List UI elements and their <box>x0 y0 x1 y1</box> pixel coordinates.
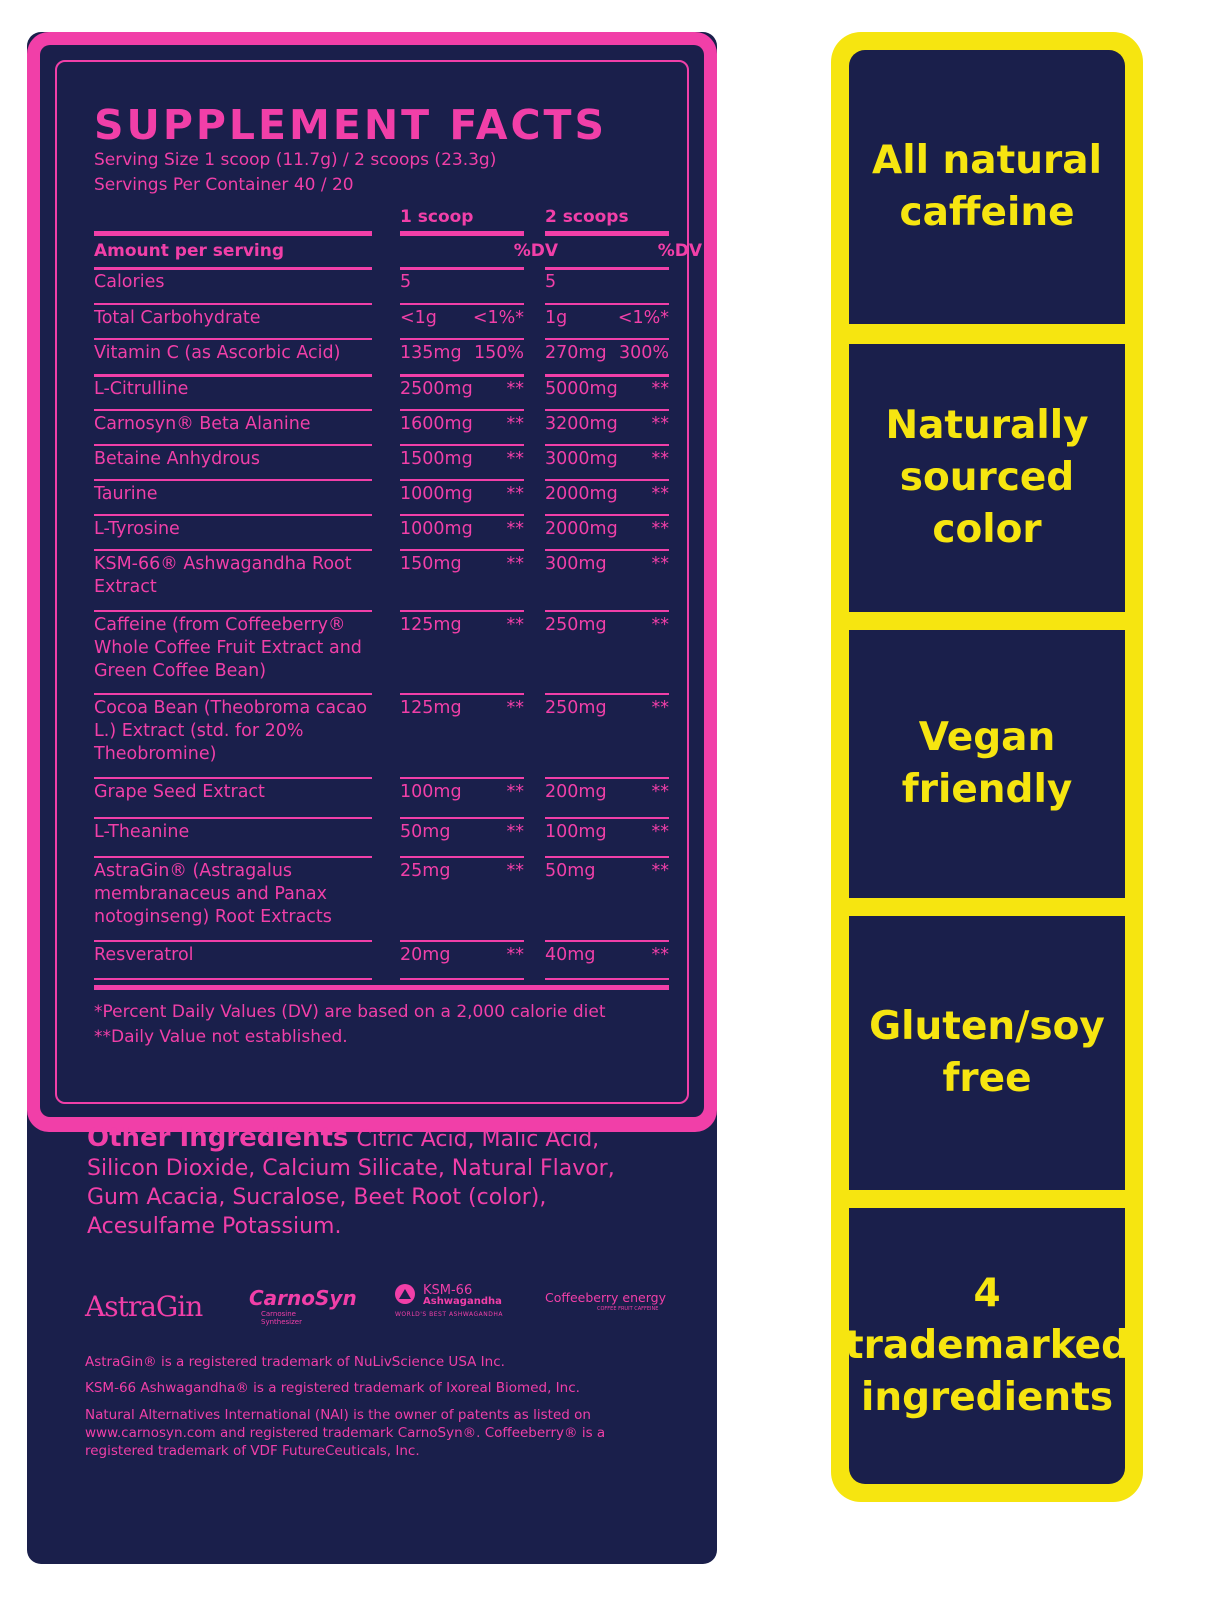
row-divider <box>94 817 372 819</box>
row-divider <box>400 479 524 481</box>
dv-2-scoops: ** <box>651 615 669 635</box>
nutrient-row <box>94 271 674 300</box>
dv-2-scoops: ** <box>651 519 669 539</box>
row-divider <box>545 777 669 779</box>
amount-2-scoops: 50mg <box>545 861 596 881</box>
dv-2-scoops: <1%* <box>617 308 669 328</box>
nutrient-name: L-Tyrosine <box>94 519 180 539</box>
row-divider <box>400 444 524 446</box>
nutrient-name: KSM-66® Ashwagandha Root Extract <box>94 554 352 597</box>
dv-2-scoops: 300% <box>618 343 669 363</box>
footnote-dv: *Percent Daily Values (DV) are based on a 2,000 calorie diet <box>94 1002 606 1022</box>
nutrient-row <box>94 448 674 477</box>
amount-2-scoops: 5 <box>545 272 557 292</box>
row-divider <box>94 777 372 779</box>
amount-1-scoop: <1g <box>400 308 437 328</box>
coffeeberry-logo-subtext: COFFEE FRUIT CAFFEINE <box>597 1306 659 1312</box>
coffeeberry-logo <box>545 1290 665 1320</box>
row-divider <box>94 374 372 377</box>
nutrient-name: L-Theanine <box>94 822 190 842</box>
row-divider <box>545 856 669 858</box>
dv-1-scoop: 150% <box>473 343 524 363</box>
row-divider <box>94 479 372 481</box>
dv-1-scoop: ** <box>506 449 524 469</box>
row-divider <box>400 940 524 942</box>
row-divider <box>400 409 524 411</box>
trademark-carnosyn-coffeeberry: Natural Alternatives International (NAI) is the owner of patents as listed on www.carnosyn.com and registered trademark CarnoSyn®. Coffeeberry® is a registered trademark of VDF FutureCeuticals, Inc. <box>85 1407 606 1459</box>
claims-column <box>831 32 1143 1502</box>
dv-1-scoop: ** <box>506 554 524 574</box>
row-divider <box>400 777 524 779</box>
row-divider <box>94 856 372 858</box>
nutrient-name: Grape Seed Extract <box>94 782 265 802</box>
claim-natural-caffeine <box>849 50 1125 324</box>
amount-bar-col2 <box>545 267 669 270</box>
nutrient-name: Taurine <box>94 484 158 504</box>
row-divider <box>94 409 372 411</box>
row-divider <box>545 610 669 612</box>
amount-1-scoop: 150mg <box>400 554 462 574</box>
amount-2-scoops: 3200mg <box>545 414 618 434</box>
row-divider <box>545 409 669 411</box>
amount-2-scoops: 100mg <box>545 822 607 842</box>
dv-2-scoops: ** <box>651 782 669 802</box>
dv-2-scoops: ** <box>651 698 669 718</box>
other-ingredients-title: Other Ingredients <box>87 1123 349 1153</box>
dv-1-scoop: ** <box>506 519 524 539</box>
nutrient-row <box>94 553 674 605</box>
row-divider <box>400 693 524 695</box>
row-divider <box>94 444 372 446</box>
amount-1-scoop: 1600mg <box>400 414 473 434</box>
amount-bar-col1 <box>400 267 524 270</box>
nutrient-name: Cocoa Bean (Theobroma cacao L.) Extract (std. for 20% Theobromine) <box>94 698 368 764</box>
nutrient-name: Carnosyn® Beta Alanine <box>94 414 311 434</box>
nutrient-name: Caffeine (from Coffeeberry® Whole Coffee Fruit Extract and Green Coffee Bean) <box>94 615 362 681</box>
carnosyn-logo <box>249 1286 357 1326</box>
row-divider <box>400 610 524 612</box>
facts-title: SUPPLEMENT FACTS <box>94 101 608 149</box>
dv-1-scoop: <1%* <box>472 308 524 328</box>
claim-text: 4 trademarked ingredients <box>845 1271 1130 1420</box>
row-divider <box>545 303 669 305</box>
claim-text: All natural caffeine <box>872 138 1102 235</box>
dv-1-scoop: ** <box>506 615 524 635</box>
other-ingredients <box>87 1124 657 1241</box>
supplement-label <box>27 32 717 1564</box>
header-bar-name <box>94 231 372 236</box>
row-divider <box>94 940 372 942</box>
amount-2-scoops: 2000mg <box>545 519 618 539</box>
nutrient-row <box>94 413 674 442</box>
trademark-astragin: AstraGin® is a registered trademark of NuLivScience USA Inc. <box>85 1354 505 1370</box>
amount-2-scoops: 40mg <box>545 945 596 965</box>
ksm66-logo <box>395 1284 515 1324</box>
row-divider <box>545 444 669 446</box>
claim-trademarked-ingredients <box>845 1208 1130 1484</box>
coffeeberry-logo-text: Coffeeberry energy <box>545 1290 666 1305</box>
trademark-ksm66: KSM-66 Ashwagandha® is a registered trademark of Ixoreal Biomed, Inc. <box>85 1380 580 1396</box>
footnotes <box>94 1000 606 1050</box>
amount-1-scoop: 125mg <box>400 615 462 635</box>
nutrient-name: Betaine Anhydrous <box>94 449 260 469</box>
row-divider <box>400 338 524 340</box>
header-bar-col1 <box>400 231 524 236</box>
amount-1-scoop: 135mg <box>400 343 462 363</box>
amount-1-scoop: 50mg <box>400 822 451 842</box>
row-divider <box>94 978 372 980</box>
carnosyn-logo-subtext: Carnosine Synthesizer <box>261 1310 302 1326</box>
dv-2-scoops: ** <box>651 945 669 965</box>
row-divider <box>94 549 372 551</box>
row-divider <box>94 693 372 695</box>
row-divider <box>94 338 372 340</box>
dv-2-scoops: ** <box>651 414 669 434</box>
amount-2-scoops: 300mg <box>545 554 607 574</box>
dv-1-scoop: ** <box>506 822 524 842</box>
claim-text: Vegan friendly <box>901 715 1073 812</box>
other-ingredients-text: Citric Acid, Malic Acid, Silicon Dioxide, Calcium Silicate, Natural Flavor, Gum Acacia, Sucralose, Beet Root (color), Acesulfame Potassium. <box>87 1127 615 1239</box>
dv-header-col2: %DV <box>657 241 702 261</box>
amount-1-scoop: 2500mg <box>400 379 473 399</box>
nutrient-name: Total Carbohydrate <box>94 308 261 328</box>
dv-1-scoop: ** <box>506 484 524 504</box>
dv-1-scoop: ** <box>506 414 524 434</box>
dv-1-scoop: ** <box>506 782 524 802</box>
row-divider <box>94 303 372 305</box>
dv-1-scoop: ** <box>506 698 524 718</box>
row-divider <box>400 549 524 551</box>
dv-2-scoops: ** <box>651 861 669 881</box>
footnote-not-established: **Daily Value not established. <box>94 1027 348 1047</box>
dv-1-scoop: ** <box>506 945 524 965</box>
dv-1-scoop: ** <box>506 861 524 881</box>
nutrient-row <box>94 860 674 935</box>
nutrient-row <box>94 821 674 850</box>
row-divider <box>94 514 372 516</box>
amount-2-scoops: 5000mg <box>545 379 618 399</box>
amount-2-scoops: 250mg <box>545 615 607 635</box>
claim-vegan <box>849 630 1125 898</box>
column-header-2-scoops: 2 scoops <box>545 207 629 227</box>
amount-2-scoops: 2000mg <box>545 484 618 504</box>
row-divider <box>94 610 372 612</box>
nutrient-name: Vitamin C (as Ascorbic Acid) <box>94 343 341 363</box>
dv-2-scoops: ** <box>651 484 669 504</box>
nutrient-row <box>94 781 674 810</box>
row-divider <box>545 514 669 516</box>
amount-1-scoop: 125mg <box>400 698 462 718</box>
nutrient-row <box>94 614 674 689</box>
dv-2-scoops: ** <box>651 379 669 399</box>
dv-2-scoops: ** <box>651 822 669 842</box>
amount-1-scoop: 100mg <box>400 782 462 802</box>
dv-1-scoop: ** <box>506 379 524 399</box>
row-divider <box>545 817 669 819</box>
servings-per-container: Servings Per Container 40 / 20 <box>94 175 354 195</box>
nutrient-row <box>94 697 674 772</box>
amount-2-scoops: 270mg <box>545 343 607 363</box>
claim-text: Gluten/soy free <box>869 1004 1105 1101</box>
dv-2-scoops: ** <box>651 554 669 574</box>
claim-text: Naturally sourced color <box>885 403 1089 552</box>
serving-size: Serving Size 1 scoop (11.7g) / 2 scoops (23.3g) <box>94 150 497 170</box>
amount-2-scoops: 3000mg <box>545 449 618 469</box>
row-divider <box>545 338 669 340</box>
nutrient-row <box>94 307 674 336</box>
bottom-bar <box>94 985 669 990</box>
amount-1-scoop: 1000mg <box>400 484 473 504</box>
amount-1-scoop: 20mg <box>400 945 451 965</box>
row-divider <box>400 514 524 516</box>
nutrient-row <box>94 518 674 547</box>
astragin-logo: AstraGin <box>85 1290 203 1323</box>
amount-1-scoop: 5 <box>400 272 412 292</box>
row-divider <box>545 693 669 695</box>
amount-1-scoop: 1500mg <box>400 449 473 469</box>
row-divider <box>545 940 669 942</box>
nutrient-name: Resveratrol <box>94 945 194 965</box>
nutrient-name: L-Citrulline <box>94 379 189 399</box>
ksm66-logo-text: KSM-66 <box>423 1283 473 1298</box>
column-header-1-scoop: 1 scoop <box>400 207 474 227</box>
nutrient-row <box>94 944 674 973</box>
header-bar-col2 <box>545 231 669 236</box>
nutrient-row <box>94 378 674 407</box>
row-divider <box>545 479 669 481</box>
ksm66-mark-icon <box>395 1284 415 1304</box>
row-divider <box>545 549 669 551</box>
ksm66-logo-ashwagandha: Ashwagandha <box>423 1296 502 1307</box>
row-divider <box>400 978 524 980</box>
row-divider <box>400 856 524 858</box>
claim-gluten-soy-free <box>849 916 1125 1190</box>
amount-2-scoops: 200mg <box>545 782 607 802</box>
dv-header-col1: %DV <box>513 241 558 261</box>
nutrient-name: AstraGin® (Astragalus membranaceus and Panax notoginseng) Root Extracts <box>94 861 332 927</box>
ksm66-logo-tagline: WORLD'S BEST ASHWAGANDHA <box>395 1311 503 1318</box>
amount-bar-name <box>94 267 372 270</box>
amount-2-scoops: 1g <box>545 308 568 328</box>
dv-2-scoops: ** <box>651 449 669 469</box>
amount-1-scoop: 25mg <box>400 861 451 881</box>
amount-1-scoop: 1000mg <box>400 519 473 539</box>
amount-2-scoops: 250mg <box>545 698 607 718</box>
row-divider <box>545 374 669 377</box>
row-divider <box>545 978 669 980</box>
nutrient-row <box>94 483 674 512</box>
row-divider <box>400 817 524 819</box>
carnosyn-logo-text: CarnoSyn <box>249 1286 357 1310</box>
nutrient-row <box>94 342 674 371</box>
nutrient-name: Calories <box>94 272 165 292</box>
facts-panel <box>40 45 704 1117</box>
row-divider <box>400 303 524 305</box>
facts-panel-border <box>27 32 717 1132</box>
row-divider <box>400 374 524 377</box>
claim-natural-color <box>849 344 1125 612</box>
amount-per-serving-label: Amount per serving <box>94 241 285 261</box>
